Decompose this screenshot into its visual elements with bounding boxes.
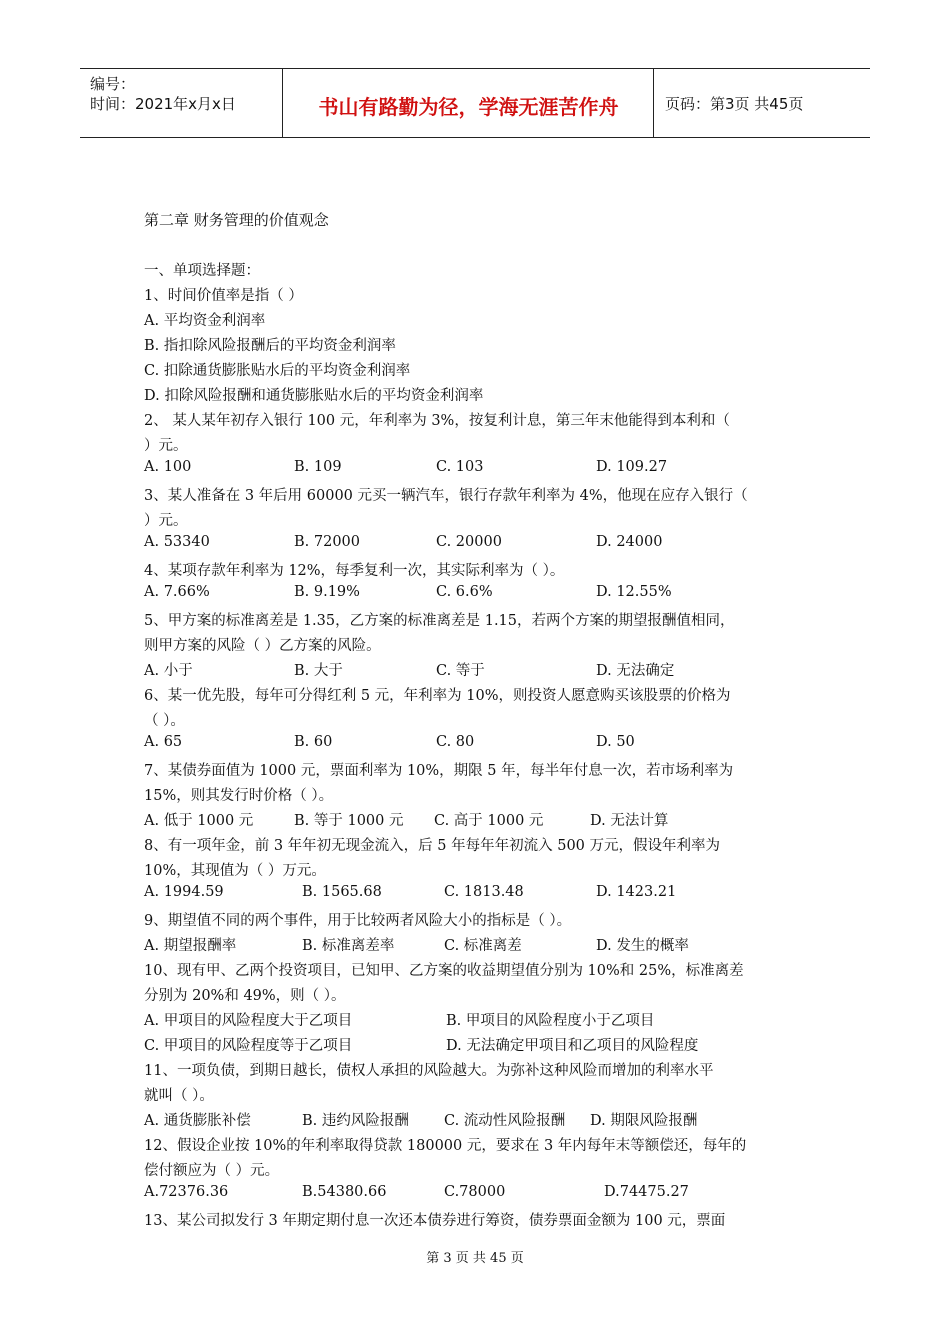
option-c: C. 1813.48 [444,884,524,900]
question-10: 10、现有甲、乙两个投资项目，已知甲、乙方案的收益期望值分别为 10%和 25%，标准离差 [144,963,744,979]
question-5: 5、甲方案的标准离差是 1.35，乙方案的标准离差是 1.15，若两个方案的期望报酬值相同， [144,613,735,629]
question-2-cont: ）元。 [144,438,188,454]
option-d: D. 无法计算 [590,813,669,829]
question-2: 2、 某人某年初存入银行 100 元，年利率为 3%，按复利计息，第三年末他能得到本利和（ [144,413,730,429]
question-7: 7、某债券面值为 1000 元，票面利率为 10%，期限 5 年，每半年付息一次，若市场利率为 [144,763,734,779]
question-5-cont: 则甲方案的风险（ ）乙方案的风险。 [144,638,381,654]
option-b: B. 甲项目的风险程度小于乙项目 [446,1013,655,1029]
option-d: D. 109.27 [596,459,668,475]
question-11: 11、一项负债，到期日越长，债权人承担的风险越大。为弥补这种风险而增加的利率水平 [144,1063,714,1079]
option-a: A. 甲项目的风险程度大于乙项目 [144,1013,353,1029]
question-11-cont: 就叫（ ）。 [144,1088,214,1104]
option-a: A. 低于 1000 元 [144,813,254,829]
option-b: B. 9.19% [294,584,360,600]
page-info: 页码：第3页 共45页 [665,95,804,113]
question-7-cont: 15%，则其发行时价格（ ）。 [144,788,334,804]
question-8: 8、有一项年金，前 3 年年初无现金流入，后 5 年每年年初流入 500 万元，假设年利率为 [144,838,721,854]
option-c: C. 流动性风险报酬 [444,1113,566,1129]
option-d: D. 无法确定甲项目和乙项目的风险程度 [446,1038,699,1054]
q1-option-a: A. 平均资金利润率 [144,313,266,329]
option-d: D. 无法确定 [596,663,675,679]
option-d: D. 期限风险报酬 [590,1113,698,1129]
option-a: A. 期望报酬率 [144,938,237,954]
option-a: A. 100 [144,459,192,475]
header-meta-cell [80,69,283,137]
option-a: A. 1994.59 [144,884,224,900]
option-c: C. 80 [436,734,475,750]
question-9: 9、期望值不同的两个事件，用于比较两者风险大小的指标是（ ）。 [144,913,572,929]
question-13: 13、某公司拟发行 3 年期定期付息一次还本债券进行筹资，债券票面金额为 100 元，票面 [144,1213,726,1229]
motto: 书山有路勤为径，学海无涯苦作舟 [318,95,619,119]
option-c: C.78000 [444,1184,506,1200]
header-motto-cell [284,69,654,137]
chapter-title: 第二章 财务管理的价值观念 [144,211,329,229]
number-label: 编号： [90,75,136,93]
q1-option-b: B. 指扣除风险报酬后的平均资金利润率 [144,338,396,354]
option-b: B. 60 [294,734,333,750]
option-a: A. 7.66% [144,584,210,600]
option-b: B. 109 [294,459,342,475]
option-c: C. 标准离差 [444,938,522,954]
question-8-cont: 10%，其现值为（ ）万元。 [144,863,326,879]
option-b: B. 标准离差率 [302,938,395,954]
option-d: D. 50 [596,734,635,750]
page-header [80,68,870,138]
question-3-cont: ）元。 [144,513,188,529]
option-d: D. 12.55% [596,584,672,600]
question-1: 1、时间价值率是指（ ） [144,288,303,304]
option-a: A. 65 [144,734,183,750]
question-12: 12、假设企业按 10%的年利率取得贷款 180000 元，要求在 3 年内每年末等额偿还，每年的 [144,1138,747,1154]
option-c: C. 6.6% [436,584,493,600]
option-d: D.74475.27 [604,1184,689,1200]
question-12-cont: 偿付额应为（ ）元。 [144,1163,280,1179]
option-c: C. 103 [436,459,484,475]
option-a: A. 53340 [144,534,210,550]
question-3: 3、某人准备在 3 年后用 60000 元买一辆汽车，银行存款年利率为 4%，他现在应存入银行（ [144,488,748,504]
question-6-cont: （ ）。 [144,713,185,729]
header-page-cell [655,69,870,137]
q1-option-d: D. 扣除风险报酬和通货膨胀贴水后的平均资金利润率 [144,388,484,404]
option-a: A. 通货膨胀补偿 [144,1113,251,1129]
option-a: A. 小于 [144,663,193,679]
option-b: B. 72000 [294,534,361,550]
option-d: D. 发生的概率 [596,938,689,954]
option-b: B. 大于 [294,663,343,679]
option-c: C. 甲项目的风险程度等于乙项目 [144,1038,353,1054]
option-c: C. 高于 1000 元 [434,813,544,829]
time-label: 时间：2021年x月x日 [90,95,236,113]
option-b: B. 等于 1000 元 [294,813,404,829]
question-10-cont: 分别为 20%和 49%，则（ ）。 [144,988,346,1004]
option-d: D. 1423.21 [596,884,677,900]
option-b: B. 违约风险报酬 [302,1113,409,1129]
option-d: D. 24000 [596,534,663,550]
option-a: A.72376.36 [144,1184,229,1200]
question-4: 4、某项存款年利率为 12%，每季复利一次，其实际利率为（ ）。 [144,563,565,579]
question-6: 6、某一优先股，每年可分得红利 5 元，年利率为 10%，则投资人愿意购买该股票的价格为 [144,688,731,704]
option-b: B. 1565.68 [302,884,382,900]
q1-option-c: C. 扣除通货膨胀贴水后的平均资金利润率 [144,363,411,379]
option-b: B.54380.66 [302,1184,387,1200]
option-c: C. 等于 [436,663,485,679]
section-title: 一、单项选择题： [144,263,260,279]
page-footer: 第 3 页 共 45 页 [426,1251,524,1266]
option-c: C. 20000 [436,534,502,550]
